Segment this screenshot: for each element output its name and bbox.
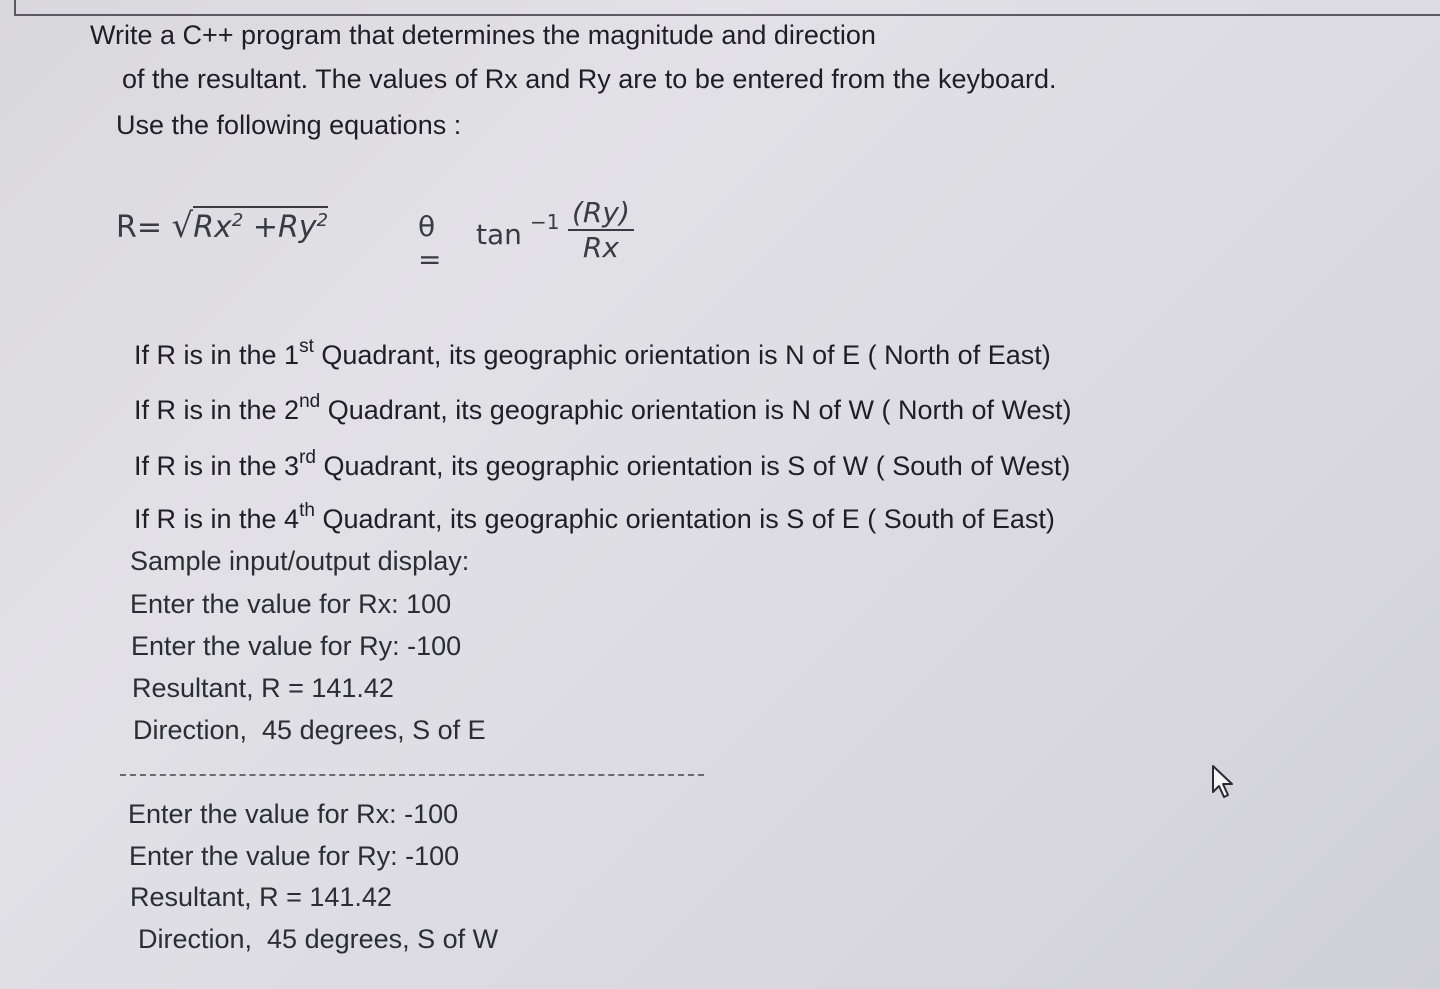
intro-line-2: of the resultant. The values of Rx and Ry are to be entered from the keyboard. [122, 64, 1057, 94]
quadrant-4-pre: If R is in the 4 [134, 504, 300, 534]
sqrt-icon: √ [171, 206, 194, 246]
sample2-rx: Enter the value for Rx: -100 [128, 799, 459, 829]
sample-heading: Sample input/output display: [130, 546, 470, 576]
quadrant-4-post: Quadrant, its geographic orientation is S of E ( South of East) [314, 504, 1055, 534]
quadrant-line-4 [134, 502, 1055, 536]
rx-term: Rx [193, 210, 232, 245]
quadrant-2-sup: nd [299, 391, 321, 412]
quadrant-3-post: Quadrant, its geographic orientation is S of W ( South of West) [315, 451, 1071, 481]
tan-exp: −1 [530, 210, 560, 234]
ry-exp: 2 [316, 210, 329, 231]
sample1-direction: Direction, 45 degrees, S of E [133, 715, 486, 745]
fraction [568, 196, 634, 264]
quadrant-3-pre: If R is in the 3 [134, 451, 300, 481]
intro-line-1: Write a C++ program that determines the magnitude and direction [90, 20, 876, 50]
quadrant-4-sup: th [299, 500, 315, 521]
quadrant-line-1 [134, 338, 1051, 372]
radicand [193, 206, 328, 245]
quadrant-1-sup: st [299, 336, 314, 357]
quadrant-3-sup: rd [299, 447, 316, 468]
resultant-equation [116, 206, 328, 266]
fraction-denominator: Rx [582, 231, 619, 264]
quadrant-line-2 [134, 393, 1072, 427]
rx-exp: 2 [231, 210, 244, 231]
theta-lhs: θ = [418, 210, 442, 276]
sample1-ry: Enter the value for Ry: -100 [131, 631, 462, 661]
sample2-ry: Enter the value for Ry: -100 [129, 841, 460, 871]
quadrant-2-post: Quadrant, its geographic orientation is N of W ( North of West) [320, 395, 1072, 425]
mouse-cursor-icon [1210, 764, 1238, 800]
quadrant-1-post: Quadrant, its geographic orientation is N of E ( North of East) [313, 340, 1051, 370]
quadrant-2-pre: If R is in the 2 [134, 395, 300, 425]
fraction-numerator: (Ry) [568, 196, 634, 231]
quadrant-1-pre: If R is in the 1 [134, 340, 300, 370]
sample2-direction: Direction, 45 degrees, S of W [138, 924, 499, 954]
tan-func: tan [476, 218, 522, 251]
sample1-rx: Enter the value for Rx: 100 [130, 589, 452, 619]
quadrant-line-3 [134, 449, 1070, 483]
intro-line-3: Use the following equations : [116, 110, 462, 140]
ry-term: Ry [277, 210, 317, 245]
page-border [14, 0, 1440, 16]
sample1-resultant: Resultant, R = 141.42 [132, 673, 394, 703]
plus-sign: + [252, 210, 278, 245]
separator-line [120, 774, 704, 776]
r-lhs: R= [116, 210, 162, 245]
sample2-resultant: Resultant, R = 141.42 [130, 882, 392, 912]
